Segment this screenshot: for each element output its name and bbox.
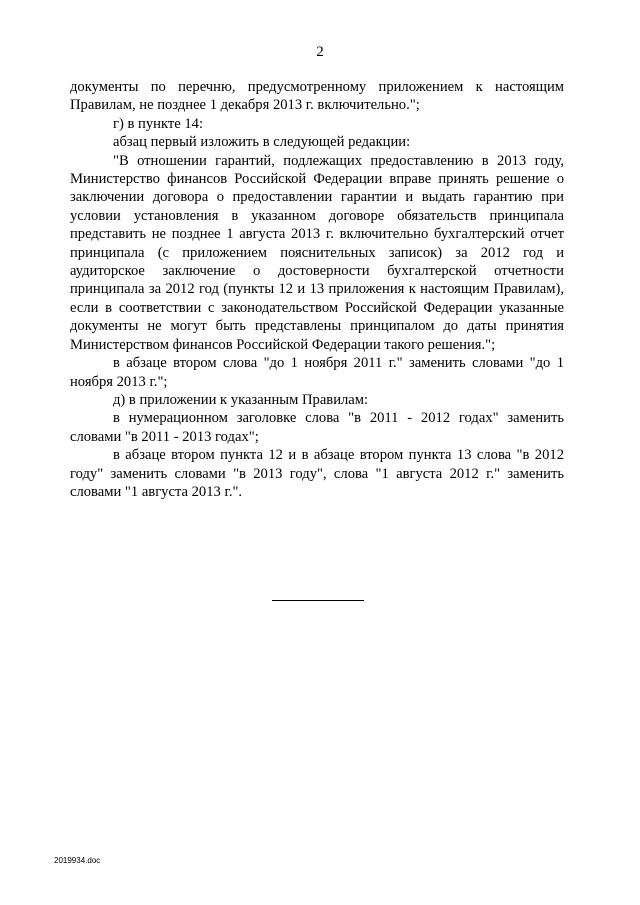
paragraph-first-abzac: абзац первый изложить в следующей редакции: (113, 134, 411, 151)
paragraph-item-d: д) в приложении к указанным Правилам: (113, 391, 369, 408)
paragraph-points-change: в абзаце втором пункта 12 и в абзаце втором пункта 13 слова "в 2012 году" заменить словами "в 2013 году", слова "1 августа 2012 г." заменить словами "1 августа 2013 г.". (70, 447, 564, 500)
footer-doc-id: 2019934.doc (54, 856, 101, 865)
paragraph-item-g: г) в пункте 14: (113, 115, 203, 132)
page-number: 2 (316, 44, 324, 60)
paragraph-heading-change: в нумерационном заголовке слова "в 2011 - 2012 годах" заменить словами "в 2011 - 2013 годах"; (70, 410, 564, 445)
paragraph-quoted-text: "В отношении гарантий, подлежащих предоставлению в 2013 году, Министерство финансов Российской Федерации вправе принять решение о заключении договора о предоставлении гарантии и выдать гарантию при условии установления в указанном договоре обязательств принципала представить не позднее 1 августа 2013 г. включительно бухгалтерский отчет принципала (с приложением пояснительных записок) за 2012 год и аудиторское заключение о достоверности бухгалтерской отчетности принципала за 2012 год (пункты 12 и 13 приложения к настоящим Правилам), если в соответствии с законодательством Российской Федерации указанные документы не могут быть представлены принципалом до даты принятия Министерством финансов Российской Федерации такого решения."; (70, 152, 564, 353)
paragraph-second-abzac: в абзаце втором слова "до 1 ноября 2011 г." заменить словами "до 1 ноября 2013 г."; (70, 355, 564, 390)
end-divider (272, 600, 364, 601)
document-body (70, 78, 564, 501)
paragraph-continuation: документы по перечню, предусмотренному приложением к настоящим Правилам, не позднее 1 декабря 2013 г. включительно."; (70, 79, 564, 114)
